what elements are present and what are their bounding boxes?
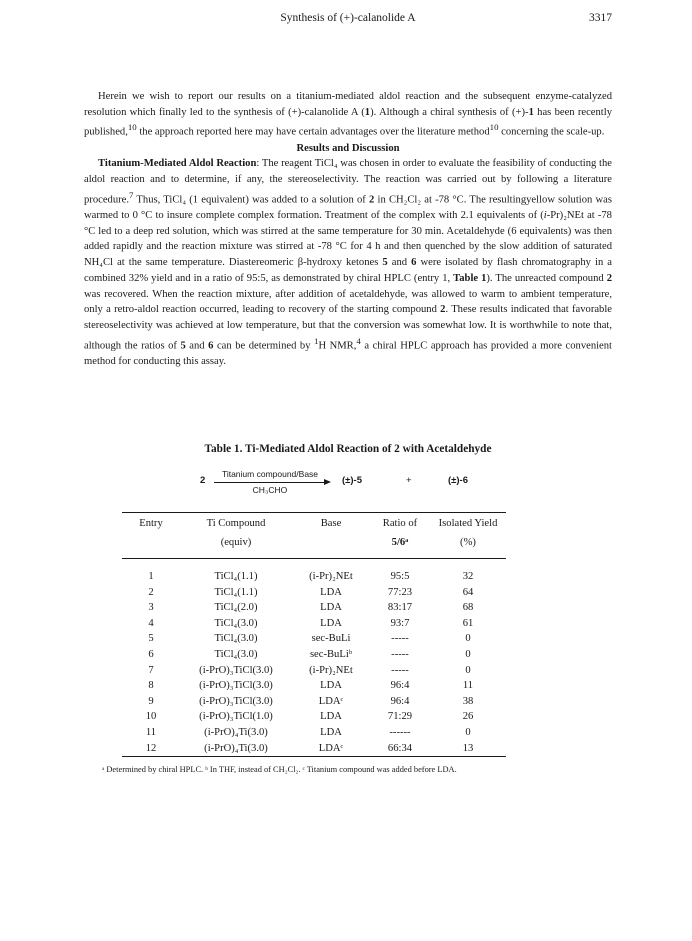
- compound-ref: 6: [208, 340, 214, 352]
- cell-ratio: 95:5: [390, 571, 410, 582]
- text-run: was recovered. When the reaction mixture, after addition of acetaldehyde, was allowed to warm to ambient temperature, only a retro-aldol reaction occurred, leading to recovery of the starting compound: [84, 288, 612, 316]
- cell-yield: 26: [462, 711, 474, 723]
- cell-ratio: 96:4: [390, 695, 410, 707]
- reagent-above: Titanium compound/Base: [221, 469, 319, 479]
- compound-ref: 5: [382, 257, 388, 269]
- cell-base: LDA: [320, 602, 342, 614]
- cell-ratio: -----: [391, 664, 409, 676]
- table-row: [122, 585, 506, 601]
- cell-ti: TiCl₄(1.1): [214, 586, 258, 598]
- aldol-paragraph: [84, 156, 612, 369]
- table-row: [122, 741, 506, 757]
- cell-ti: (i-PrO)₃TiCl(1.0): [199, 711, 273, 723]
- results-table: [122, 512, 506, 757]
- cell-ti: (i-PrO)₃TiCl(3.0): [199, 664, 273, 676]
- citation: 7: [129, 189, 134, 200]
- cell-yield: 68: [462, 602, 474, 614]
- text-run: -Pr)₂NEt at -78 °C led to a deep red solution, which was stirred at the same temperature for 30 min. Acetaldehyde (6 equivalents) was then added rapidly and the reaction mixture was stirred at -78 °C for 4 h and then quenched by the slow addition of saturated NH₄Cl at the same temperature. Diastereomeric β-hydroxy ketones: [84, 209, 612, 269]
- col-ratio: Ratio of: [370, 513, 430, 534]
- compound-ref: 2: [606, 272, 612, 284]
- cell-ti: (i-PrO)₃TiCl(3.0): [199, 680, 273, 692]
- col-yield: Isolated Yield: [430, 513, 506, 534]
- text-run: and: [387, 257, 412, 269]
- cell-entry: 2: [148, 586, 154, 598]
- product-6-label: (±)-6: [448, 475, 468, 486]
- cell-base: LDA: [320, 726, 342, 738]
- cell-ratio: ------: [389, 726, 411, 738]
- cell-ratio: -----: [391, 633, 409, 645]
- cell-base: sec-BuLiᵇ: [309, 648, 353, 660]
- text-run: were isolated by flash chromatography in a combined 32% yield and in a ratio of 95:5, as demonstrated by chiral HPLC (entry 1,: [84, 257, 613, 284]
- article-body: [84, 89, 612, 370]
- cell-ratio: 71:29: [387, 711, 413, 723]
- text-run: ). Although a chiral synthesis of (+)-: [370, 106, 529, 118]
- running-title: Synthesis of (+)-calanolide A: [280, 12, 416, 24]
- text-run: and: [185, 340, 209, 352]
- text-run: the approach reported here may have certain advantages over the literature method: [136, 126, 490, 138]
- run-in-heading: Titanium-Mediated Aldol Reaction: [98, 158, 257, 170]
- citation: 4: [356, 335, 361, 346]
- text-run: Herein we wish to report our results on a titanium-mediated aldol reaction and the subsequent enzyme-catalyzed resolution which finally led to the synthesis of (+)-calanolide A (: [84, 91, 612, 118]
- cell-base: sec-BuLi: [311, 633, 351, 645]
- table-row: [122, 559, 506, 585]
- reaction-arrow: [214, 482, 326, 483]
- cell-ratio: 66:34: [370, 741, 430, 757]
- table-row: [122, 725, 506, 741]
- text-run: ). The unreacted compound: [486, 272, 607, 284]
- reagent-below: CH₃CHO: [252, 485, 288, 495]
- cell-ti: (i-PrO)₃TiCl(3.0): [199, 695, 273, 707]
- reactant-label: 2: [200, 475, 206, 486]
- cell-ti: (i-PrO)₄Ti(3.0): [180, 741, 292, 757]
- cell-entry: 12: [122, 741, 180, 757]
- cell-entry: 6: [148, 648, 154, 660]
- plus-sign: +: [406, 475, 412, 486]
- cell-ti: TiCl₄(1.1): [214, 571, 258, 582]
- cell-entry: 5: [148, 633, 154, 645]
- citation: 10: [489, 122, 499, 133]
- cell-yield: 61: [462, 617, 474, 629]
- cell-entry: 11: [145, 726, 157, 738]
- cell-entry: 4: [148, 617, 154, 629]
- table-row: [122, 694, 506, 710]
- cell-ratio: -----: [391, 648, 409, 660]
- cell-base: (i-Pr)₂NEt: [309, 571, 353, 582]
- cell-base: LDAᶜ: [318, 695, 344, 707]
- compound-ref: 2: [369, 194, 375, 206]
- cell-base: LDA: [320, 711, 342, 723]
- col-yield-sub: (%): [430, 533, 506, 559]
- col-ti-compound: Ti Compound: [180, 513, 292, 534]
- text-run: Thus, TiCl₄ (1 equivalent) was added to a solution of: [133, 194, 369, 206]
- cell-base: LDA: [320, 586, 342, 598]
- cell-entry: 9: [148, 695, 154, 707]
- col-ti-compound-sub: (equiv): [180, 533, 292, 559]
- compound-ref: 2: [440, 304, 446, 316]
- cell-yield: 0: [465, 648, 471, 660]
- cell-yield: 64: [462, 586, 474, 598]
- text-run: in CH₂Cl₂ at -78 °C. The resultingyellow solution was warmed to 0 °C to insure complete complex formation. Treatment of the complex with 2.1 equivalents of (: [84, 194, 612, 221]
- product-5-label: (±)-5: [342, 475, 362, 486]
- text-run: can be determined by: [213, 340, 315, 352]
- text-run: a chiral HPLC approach has provided a more convenient method for conducting this assay.: [84, 340, 613, 367]
- text-run: concerning the scale-up.: [498, 126, 605, 138]
- cell-yield: 0: [465, 633, 471, 645]
- cell-yield: 0: [465, 726, 471, 738]
- cell-entry: 3: [148, 602, 154, 614]
- cell-ratio: 77:23: [387, 586, 413, 598]
- table-row: [122, 663, 506, 679]
- table-row: [122, 600, 506, 616]
- cell-entry: 8: [148, 680, 154, 692]
- cell-ti: TiCl₄(3.0): [214, 617, 258, 629]
- col-ratio-sub: 5/6ᵃ: [370, 533, 430, 559]
- cell-ti: (i-PrO)₄Ti(3.0): [204, 726, 268, 738]
- cell-base: LDA: [320, 680, 342, 692]
- cell-ratio: 93:7: [390, 617, 410, 629]
- compound-ref: 1: [528, 106, 534, 118]
- cell-base: LDA: [320, 617, 342, 629]
- compound-ref: 1: [364, 106, 371, 118]
- text-run: has been recently published,: [84, 106, 612, 138]
- table-row: [122, 678, 506, 694]
- reaction-scheme: [170, 468, 530, 506]
- italic-run: i: [543, 209, 547, 221]
- cell-base: (i-Pr)₂NEt: [309, 664, 353, 676]
- cell-entry: 10: [145, 711, 157, 723]
- cell-ti: TiCl₄(3.0): [214, 633, 258, 645]
- cell-base: LDAᶜ: [292, 741, 370, 757]
- superscript: 1: [314, 335, 319, 346]
- table-row: [122, 647, 506, 663]
- compound-ref: 6: [411, 257, 417, 269]
- cell-ratio: 96:4: [390, 680, 410, 692]
- text-run: H NMR,: [318, 340, 357, 352]
- text-run: : The reagent TiCl₄ was chosen in order to evaluate the feasibility of conducting the aldol reaction and to determine, if any, the stereoselectivity. The reaction was carried out by following a literature procedure.: [84, 158, 613, 206]
- col-entry: Entry: [122, 513, 180, 534]
- cell-entry: 1: [148, 571, 154, 582]
- text-run: . These results indicated that favorable stereoselectivity was achieved at low temperature, but that the conversion was somewhat low. It is worthwhile to note that, although the ratios of: [84, 304, 612, 352]
- cell-entry: 7: [148, 664, 154, 676]
- table-row: [122, 616, 506, 632]
- cell-yield: 13: [430, 741, 506, 757]
- cell-yield: 38: [462, 695, 474, 707]
- citation: 10: [127, 122, 137, 133]
- col-base: Base: [292, 513, 370, 534]
- cell-yield: 0: [465, 664, 471, 676]
- table-caption: Table 1. Ti-Mediated Aldol Reaction of 2 with Acetaldehyde: [204, 443, 492, 455]
- table-row: [122, 631, 506, 647]
- cell-ti: TiCl₄(3.0): [214, 648, 258, 660]
- page-number: 3317: [589, 12, 612, 24]
- cell-ti: TiCl₄(2.0): [214, 602, 258, 614]
- cell-yield: 32: [462, 571, 474, 582]
- col-entry-sub: [122, 533, 180, 559]
- compound-ref: 5: [180, 340, 186, 352]
- col-base-sub: [292, 533, 370, 559]
- table-footnote: ᵃ Determined by chiral HPLC. ᵇ In THF, instead of CH₂Cl₂. ᶜ Titanium compound was added before LDA.: [102, 765, 457, 774]
- section-heading: Results and Discussion: [296, 142, 400, 154]
- table-ref: Table 1: [453, 272, 487, 284]
- table-row: [122, 709, 506, 725]
- cell-yield: 11: [462, 680, 474, 692]
- running-header: [84, 12, 612, 28]
- intro-paragraph: [84, 89, 612, 141]
- cell-ratio: 83:17: [387, 602, 413, 614]
